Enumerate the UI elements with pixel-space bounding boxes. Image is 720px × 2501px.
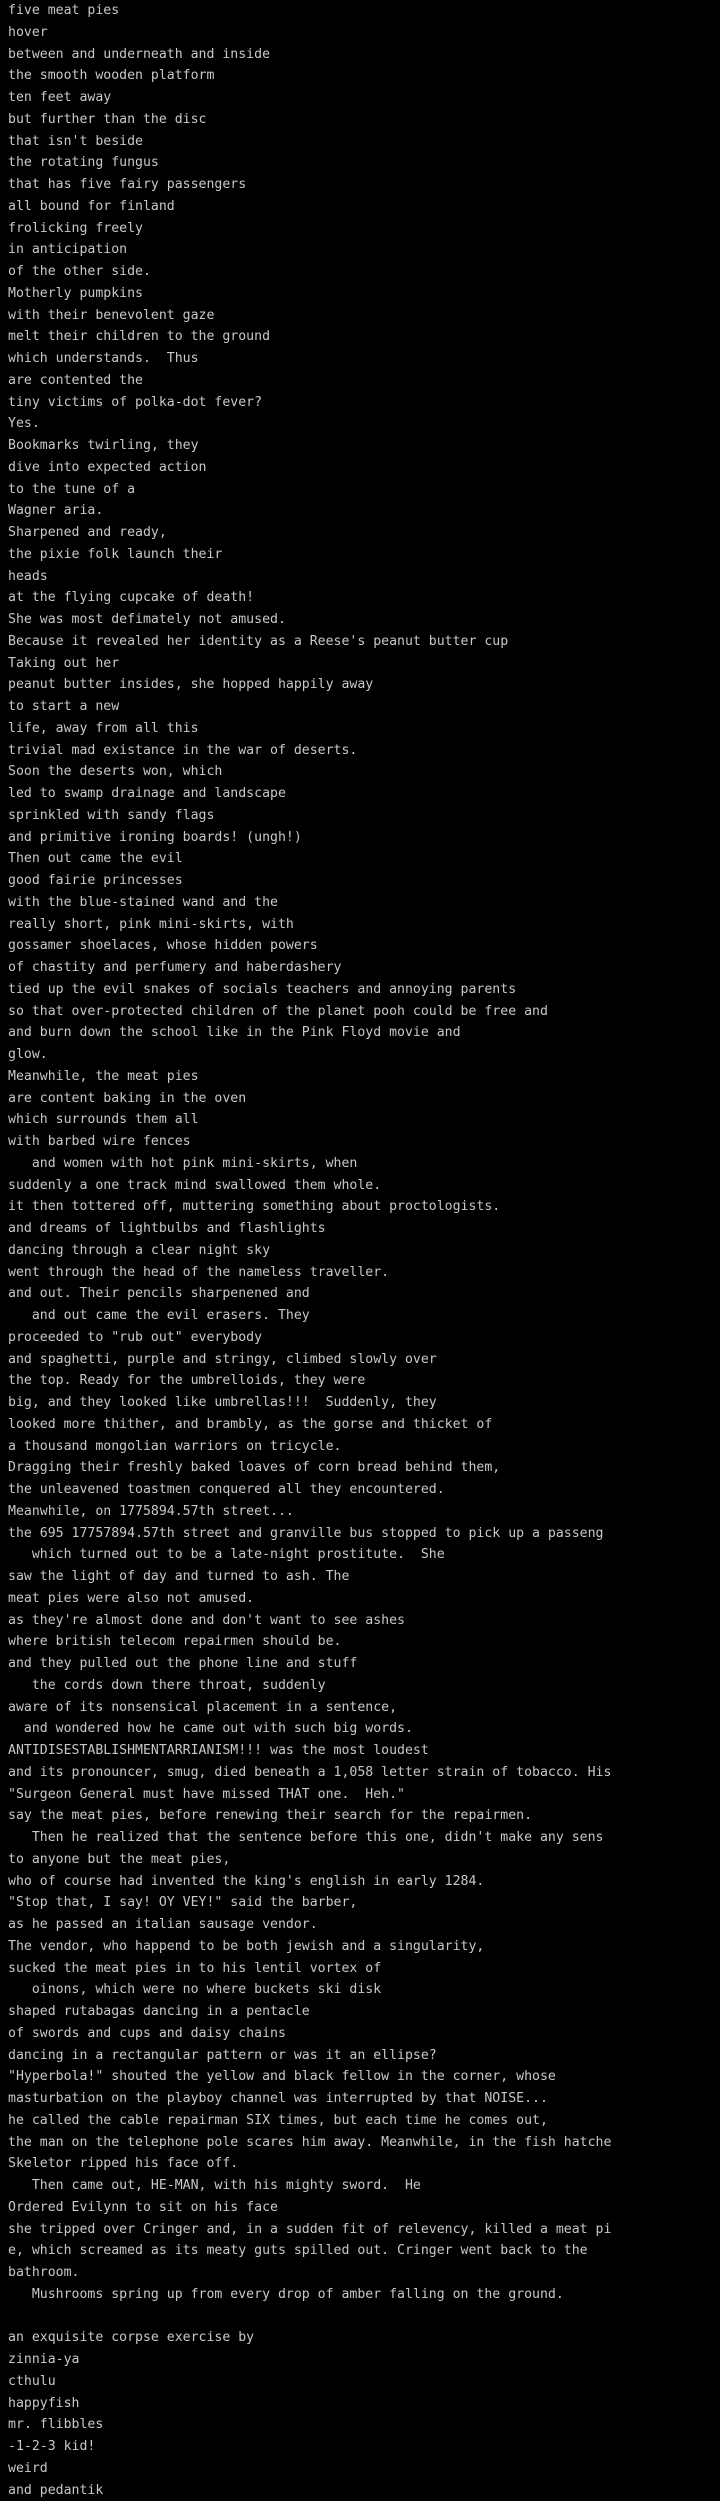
poem-line: at the flying cupcake of death! xyxy=(8,587,720,609)
poem-line: and burn down the school like in the Pink Floyd movie and xyxy=(8,1022,720,1044)
poem-line: Meanwhile, the meat pies xyxy=(8,1066,720,1088)
poem-line: she tripped over Cringer and, in a sudden fit of relevency, killed a meat pi xyxy=(8,2219,720,2241)
poem-line: to anyone but the meat pies, xyxy=(8,1849,720,1871)
poem-line: big, and they looked like umbrellas!!! Suddenly, they xyxy=(8,1392,720,1414)
poem-line: heads xyxy=(8,566,720,588)
poem-line: of chastity and perfumery and haberdashery xyxy=(8,957,720,979)
poem-line: "Hyperbola!" shouted the yellow and black fellow in the corner, whose xyxy=(8,2066,720,2088)
poem-line: e, which screamed as its meaty guts spilled out. Cringer went back to the xyxy=(8,2240,720,2262)
poem-line: "Stop that, I say! OY VEY!" said the barber, xyxy=(8,1892,720,1914)
poem-line: suddenly a one track mind swallowed them whole. xyxy=(8,1175,720,1197)
poem-line: -1-2-3 kid! xyxy=(8,2436,720,2458)
poem-line: tied up the evil snakes of socials teachers and annoying parents xyxy=(8,979,720,1001)
poem-line: to start a new xyxy=(8,696,720,718)
poem-line: as they're almost done and don't want to see ashes xyxy=(8,1610,720,1632)
poem-line: sucked the meat pies in to his lentil vortex of xyxy=(8,1958,720,1980)
poem-line: the 695 17757894.57th street and granville bus stopped to pick up a passeng xyxy=(8,1523,720,1545)
poem-line: who of course had invented the king's english in early 1284. xyxy=(8,1871,720,1893)
poem-line: with the blue-stained wand and the xyxy=(8,892,720,914)
poem-line: to the tune of a xyxy=(8,479,720,501)
poem-line: life, away from all this xyxy=(8,718,720,740)
poem-line: and pedantik xyxy=(8,2480,720,2501)
poem-line: went through the head of the nameless traveller. xyxy=(8,1262,720,1284)
poem-line: with barbed wire fences xyxy=(8,1131,720,1153)
poem-line: weird xyxy=(8,2458,720,2480)
poem-line: and out. Their pencils sharpenened and xyxy=(8,1283,720,1305)
poem-line: Motherly pumpkins xyxy=(8,283,720,305)
poem-line: meat pies were also not amused. xyxy=(8,1588,720,1610)
poem-line: mr. flibbles xyxy=(8,2414,720,2436)
poem-line: and out came the evil erasers. They xyxy=(8,1305,720,1327)
poem-line: sprinkled with sandy flags xyxy=(8,805,720,827)
poem-line: zinnia-ya xyxy=(8,2349,720,2371)
poem-line: the cords down there throat, suddenly xyxy=(8,1675,720,1697)
poem-line: Dragging their freshly baked loaves of corn bread behind them, xyxy=(8,1457,720,1479)
poem-line: happyfish xyxy=(8,2393,720,2415)
poem-line: saw the light of day and turned to ash. The xyxy=(8,1566,720,1588)
poem-line: really short, pink mini-skirts, with xyxy=(8,914,720,936)
poem-line: dancing through a clear night sky xyxy=(8,1240,720,1262)
poem-line: Then he realized that the sentence before this one, didn't make any sens xyxy=(8,1827,720,1849)
poem-line: She was most defimately not amused. xyxy=(8,609,720,631)
poem-line: bathroom. xyxy=(8,2262,720,2284)
poem-line: Meanwhile, on 1775894.57th street... xyxy=(8,1501,720,1523)
poem-line: "Surgeon General must have missed THAT one. Heh." xyxy=(8,1784,720,1806)
poem-line: Then came out, HE-MAN, with his mighty sword. He xyxy=(8,2175,720,2197)
poem-line: where british telecom repairmen should be. xyxy=(8,1631,720,1653)
poem-line: the man on the telephone pole scares him away. Meanwhile, in the fish hatche xyxy=(8,2132,720,2154)
poem-line: cthulu xyxy=(8,2371,720,2393)
poem-line: peanut butter insides, she hopped happily away xyxy=(8,674,720,696)
poem-line: dive into expected action xyxy=(8,457,720,479)
poem-line: Yes. xyxy=(8,413,720,435)
poem-line: aware of its nonsensical placement in a sentence, xyxy=(8,1697,720,1719)
poem-line: a thousand mongolian warriors on tricycle. xyxy=(8,1436,720,1458)
poem-line: tiny victims of polka-dot fever? xyxy=(8,392,720,414)
poem-line: are content baking in the oven xyxy=(8,1088,720,1110)
poem-line: shaped rutabagas dancing in a pentacle xyxy=(8,2001,720,2023)
poem-line: that isn't beside xyxy=(8,131,720,153)
poem-line: trivial mad existance in the war of deserts. xyxy=(8,740,720,762)
poem-line: of swords and cups and daisy chains xyxy=(8,2023,720,2045)
poem-line: he called the cable repairman SIX times, but each time he comes out, xyxy=(8,2110,720,2132)
poem-line: Mushrooms spring up from every drop of amber falling on the ground. xyxy=(8,2284,720,2306)
poem-line: melt their children to the ground xyxy=(8,326,720,348)
poem-line: so that over-protected children of the planet pooh could be free and xyxy=(8,1001,720,1023)
poem-line: masturbation on the playboy channel was interrupted by that NOISE... xyxy=(8,2088,720,2110)
poem-line: the unleavened toastmen conquered all they encountered. xyxy=(8,1479,720,1501)
poem-line: of the other side. xyxy=(8,261,720,283)
poem-line: which surrounds them all xyxy=(8,1109,720,1131)
poem-line: Soon the deserts won, which xyxy=(8,761,720,783)
poem-line: good fairie princesses xyxy=(8,870,720,892)
poem-line: The vendor, who happend to be both jewish and a singularity, xyxy=(8,1936,720,1958)
poem-line: looked more thither, and brambly, as the gorse and thicket of xyxy=(8,1414,720,1436)
poem-line: Wagner aria. xyxy=(8,500,720,522)
poem-line: it then tottered off, muttering something about proctologists. xyxy=(8,1196,720,1218)
poem-line xyxy=(8,2306,720,2328)
poem-line: and women with hot pink mini-skirts, when xyxy=(8,1153,720,1175)
poem-line: the smooth wooden platform xyxy=(8,65,720,87)
poem-line: which turned out to be a late-night prostitute. She xyxy=(8,1544,720,1566)
poem-line: and they pulled out the phone line and stuff xyxy=(8,1653,720,1675)
poem-line: the rotating fungus xyxy=(8,152,720,174)
poem-line: Skeletor ripped his face off. xyxy=(8,2153,720,2175)
poem-line: Because it revealed her identity as a Reese's peanut butter cup xyxy=(8,631,720,653)
poem-line: and its pronouncer, smug, died beneath a 1,058 letter strain of tobacco. His xyxy=(8,1762,720,1784)
poem-line: and dreams of lightbulbs and flashlights xyxy=(8,1218,720,1240)
poem-line: led to swamp drainage and landscape xyxy=(8,783,720,805)
poem-line: hover xyxy=(8,22,720,44)
poem-line: frolicking freely xyxy=(8,218,720,240)
poem-line: dancing in a rectangular pattern or was it an ellipse? xyxy=(8,2045,720,2067)
poem-line: that has five fairy passengers xyxy=(8,174,720,196)
poem-line: and primitive ironing boards! (ungh!) xyxy=(8,827,720,849)
poem-line: between and underneath and inside xyxy=(8,44,720,66)
poem-line: ten feet away xyxy=(8,87,720,109)
poem-line: five meat pies xyxy=(8,0,720,22)
poem-line: Taking out her xyxy=(8,653,720,675)
poem-line: Bookmarks twirling, they xyxy=(8,435,720,457)
poem-line: proceeded to "rub out" everybody xyxy=(8,1327,720,1349)
poem-line: which understands. Thus xyxy=(8,348,720,370)
poem-line: Then out came the evil xyxy=(8,848,720,870)
poem-line: an exquisite corpse exercise by xyxy=(8,2327,720,2349)
poem-line: glow. xyxy=(8,1044,720,1066)
poem-line: say the meat pies, before renewing their search for the repairmen. xyxy=(8,1805,720,1827)
poem-line: ANTIDISESTABLISHMENTARRIANISM!!! was the most loudest xyxy=(8,1740,720,1762)
poem-line: in anticipation xyxy=(8,239,720,261)
poem-line: and wondered how he came out with such big words. xyxy=(8,1718,720,1740)
poem-line: are contented the xyxy=(8,370,720,392)
poem-line: the top. Ready for the umbrelloids, they were xyxy=(8,1370,720,1392)
poem-line: all bound for finland xyxy=(8,196,720,218)
poem-line: as he passed an italian sausage vendor. xyxy=(8,1914,720,1936)
poem-text xyxy=(8,0,720,2501)
poem-line: oinons, which were no where buckets ski disk xyxy=(8,1979,720,2001)
poem-line: with their benevolent gaze xyxy=(8,305,720,327)
poem-line: the pixie folk launch their xyxy=(8,544,720,566)
poem-line: gossamer shoelaces, whose hidden powers xyxy=(8,935,720,957)
poem-line: Ordered Evilynn to sit on his face xyxy=(8,2197,720,2219)
poem-line: but further than the disc xyxy=(8,109,720,131)
poem-line: Sharpened and ready, xyxy=(8,522,720,544)
poem-line: and spaghetti, purple and stringy, climbed slowly over xyxy=(8,1349,720,1371)
